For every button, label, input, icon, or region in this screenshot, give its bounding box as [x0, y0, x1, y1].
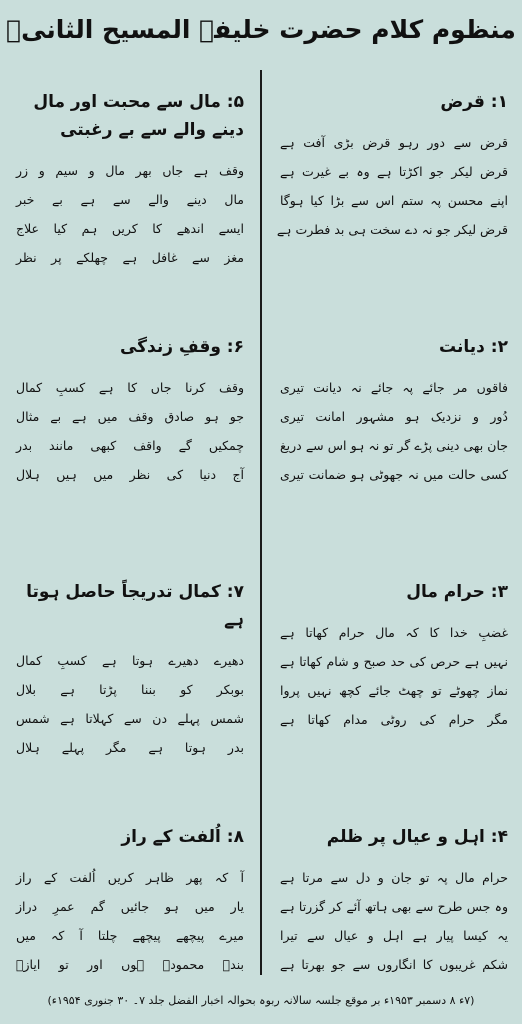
poem-line: بوبکر کو بننا پڑتا ہے بلال — [16, 682, 244, 697]
left-column — [12, 88, 248, 1024]
poem-line: جو ہو صادق وقف میں ہے بے مثال — [16, 409, 244, 424]
poem-qarz — [276, 88, 512, 333]
poem-line: بدر ہوتا ہے مگر پہلے ہلال — [16, 740, 244, 755]
poem-title: ۶: وقفِ زندگی — [119, 337, 244, 357]
poem-title: ۳: حرام مال — [406, 582, 508, 602]
poem-line: جان بھی دینی پڑے گر تو نہ ہو اس سے دریغ — [280, 438, 508, 453]
poem-title: ۱: قرض — [440, 92, 508, 112]
poem-diyanat — [276, 333, 512, 578]
right-column — [276, 88, 512, 1024]
poem-waqf-e-zindagi — [12, 333, 248, 578]
poem-line: بندۂ محمودؔ ہوں اور تو ایازؔ — [16, 957, 244, 972]
poem-line: شمس پہلے دن سے کہلاتا ہے شمس — [16, 711, 244, 726]
poem-line: یار میں ہو جائیں گم عمرِ دراز — [16, 899, 244, 914]
poem-line: آ کہ پھر ظاہر کریں اُلفت کے راز — [16, 870, 244, 885]
poem-line: وقف ہے جاں بھر مال و سیم و زر — [16, 163, 244, 178]
poem-line: آج دنیا کی نظر میں ہیں ہلال — [16, 467, 244, 482]
poem-line: کسی حالت میں نہ جھوٹی ہو ضمانت تیری — [280, 467, 508, 482]
poem-line: اپنے محسن پہ ستم اس سے بڑا کیا ہوگا — [280, 193, 508, 208]
poem-line: ایسے اندھے کا کریں ہم کیا علاج — [16, 221, 244, 236]
poem-line: نماز چھوٹے تو چھٹ جائے کچھ نہیں پروا — [280, 683, 508, 698]
poem-line: شکم غریبوں کا انگاروں سے جو بھرتا ہے — [280, 957, 508, 972]
poem-line: وقف کرنا جاں کا ہے کسبِ کمال — [16, 380, 244, 395]
poem-line: قرض لیکر جو نہ دے سخت ہی بد فطرت ہے — [276, 222, 508, 237]
poem-line: چمکیں گے واقف کبھی مانند بدر — [16, 438, 244, 453]
poem-line: دُور و نزدیک ہو مشہور امانت تیری — [280, 409, 508, 424]
poem-line: یہ کیسا پیار ہے اہل و عیال سے تیرا — [280, 928, 508, 943]
poem-title: ۴: اہل و عیال پر ظلم — [326, 827, 508, 847]
poem-line: قرض لیکر جو اکڑتا ہے وہ بے غیرت ہے — [280, 164, 508, 179]
poem-line: وہ جس طرح سے بھی ہاتھ آئے کر گزرتا ہے — [280, 899, 508, 914]
poem-title: ۲: دیانت — [439, 337, 508, 357]
poem-line: میرے پیچھے پیچھے چلتا آ کہ میں — [16, 928, 244, 943]
poem-line: مال دینے والے سے ہے بے خبر — [16, 192, 244, 207]
poem-line: مگر حرام کی روٹی مدام کھاتا ہے — [280, 712, 508, 727]
poem-haram-maal — [276, 578, 512, 823]
column-divider — [260, 70, 262, 975]
page-title: منظوم کلام حضرت خلیفۃ المسیح الثانیؓ — [6, 15, 516, 44]
poem-line: قرض سے دور رہو قرض بڑی آفت ہے — [280, 135, 508, 150]
poem-line: مغز سے غافل ہے چھلکے پر نظر — [16, 250, 244, 265]
poem-line: غضبِ خدا کا کہ مال حرام کھاتا ہے — [280, 625, 508, 640]
poem-title: ۷: کمال تدریجاً حاصل ہوتا ہے — [26, 582, 244, 630]
poem-line: فاقوں مر جائے پہ جائے نہ دیانت تیری — [280, 380, 508, 395]
poem-kamal-tadrijan — [12, 578, 248, 823]
poem-line: دھیرے دھیرے ہوتا ہے کسبِ کمال — [16, 653, 244, 668]
poem-line: نہیں ہے حرص کی حد صبح و شام کھاتا ہے — [280, 654, 508, 669]
source-footnote: (۷ء ۸ دسمبر ۱۹۵۳ء بر موقع جلسہ سالانہ ربوہ بحوالہ اخبار الفضل جلد ۷۔ ۳۰ جنوری ۱۹۵۴ء) — [47, 994, 475, 1007]
poem-maal-se-mohabbat — [12, 88, 248, 333]
poem-title: ۸: اُلفت کے راز — [121, 827, 244, 847]
poem-line: حرام مال پہ تو جان و دل سے مرتا ہے — [280, 870, 508, 885]
poem-title: ۵: مال سے محبت اور مال دینے والے سے بے رغبتی — [33, 92, 244, 140]
